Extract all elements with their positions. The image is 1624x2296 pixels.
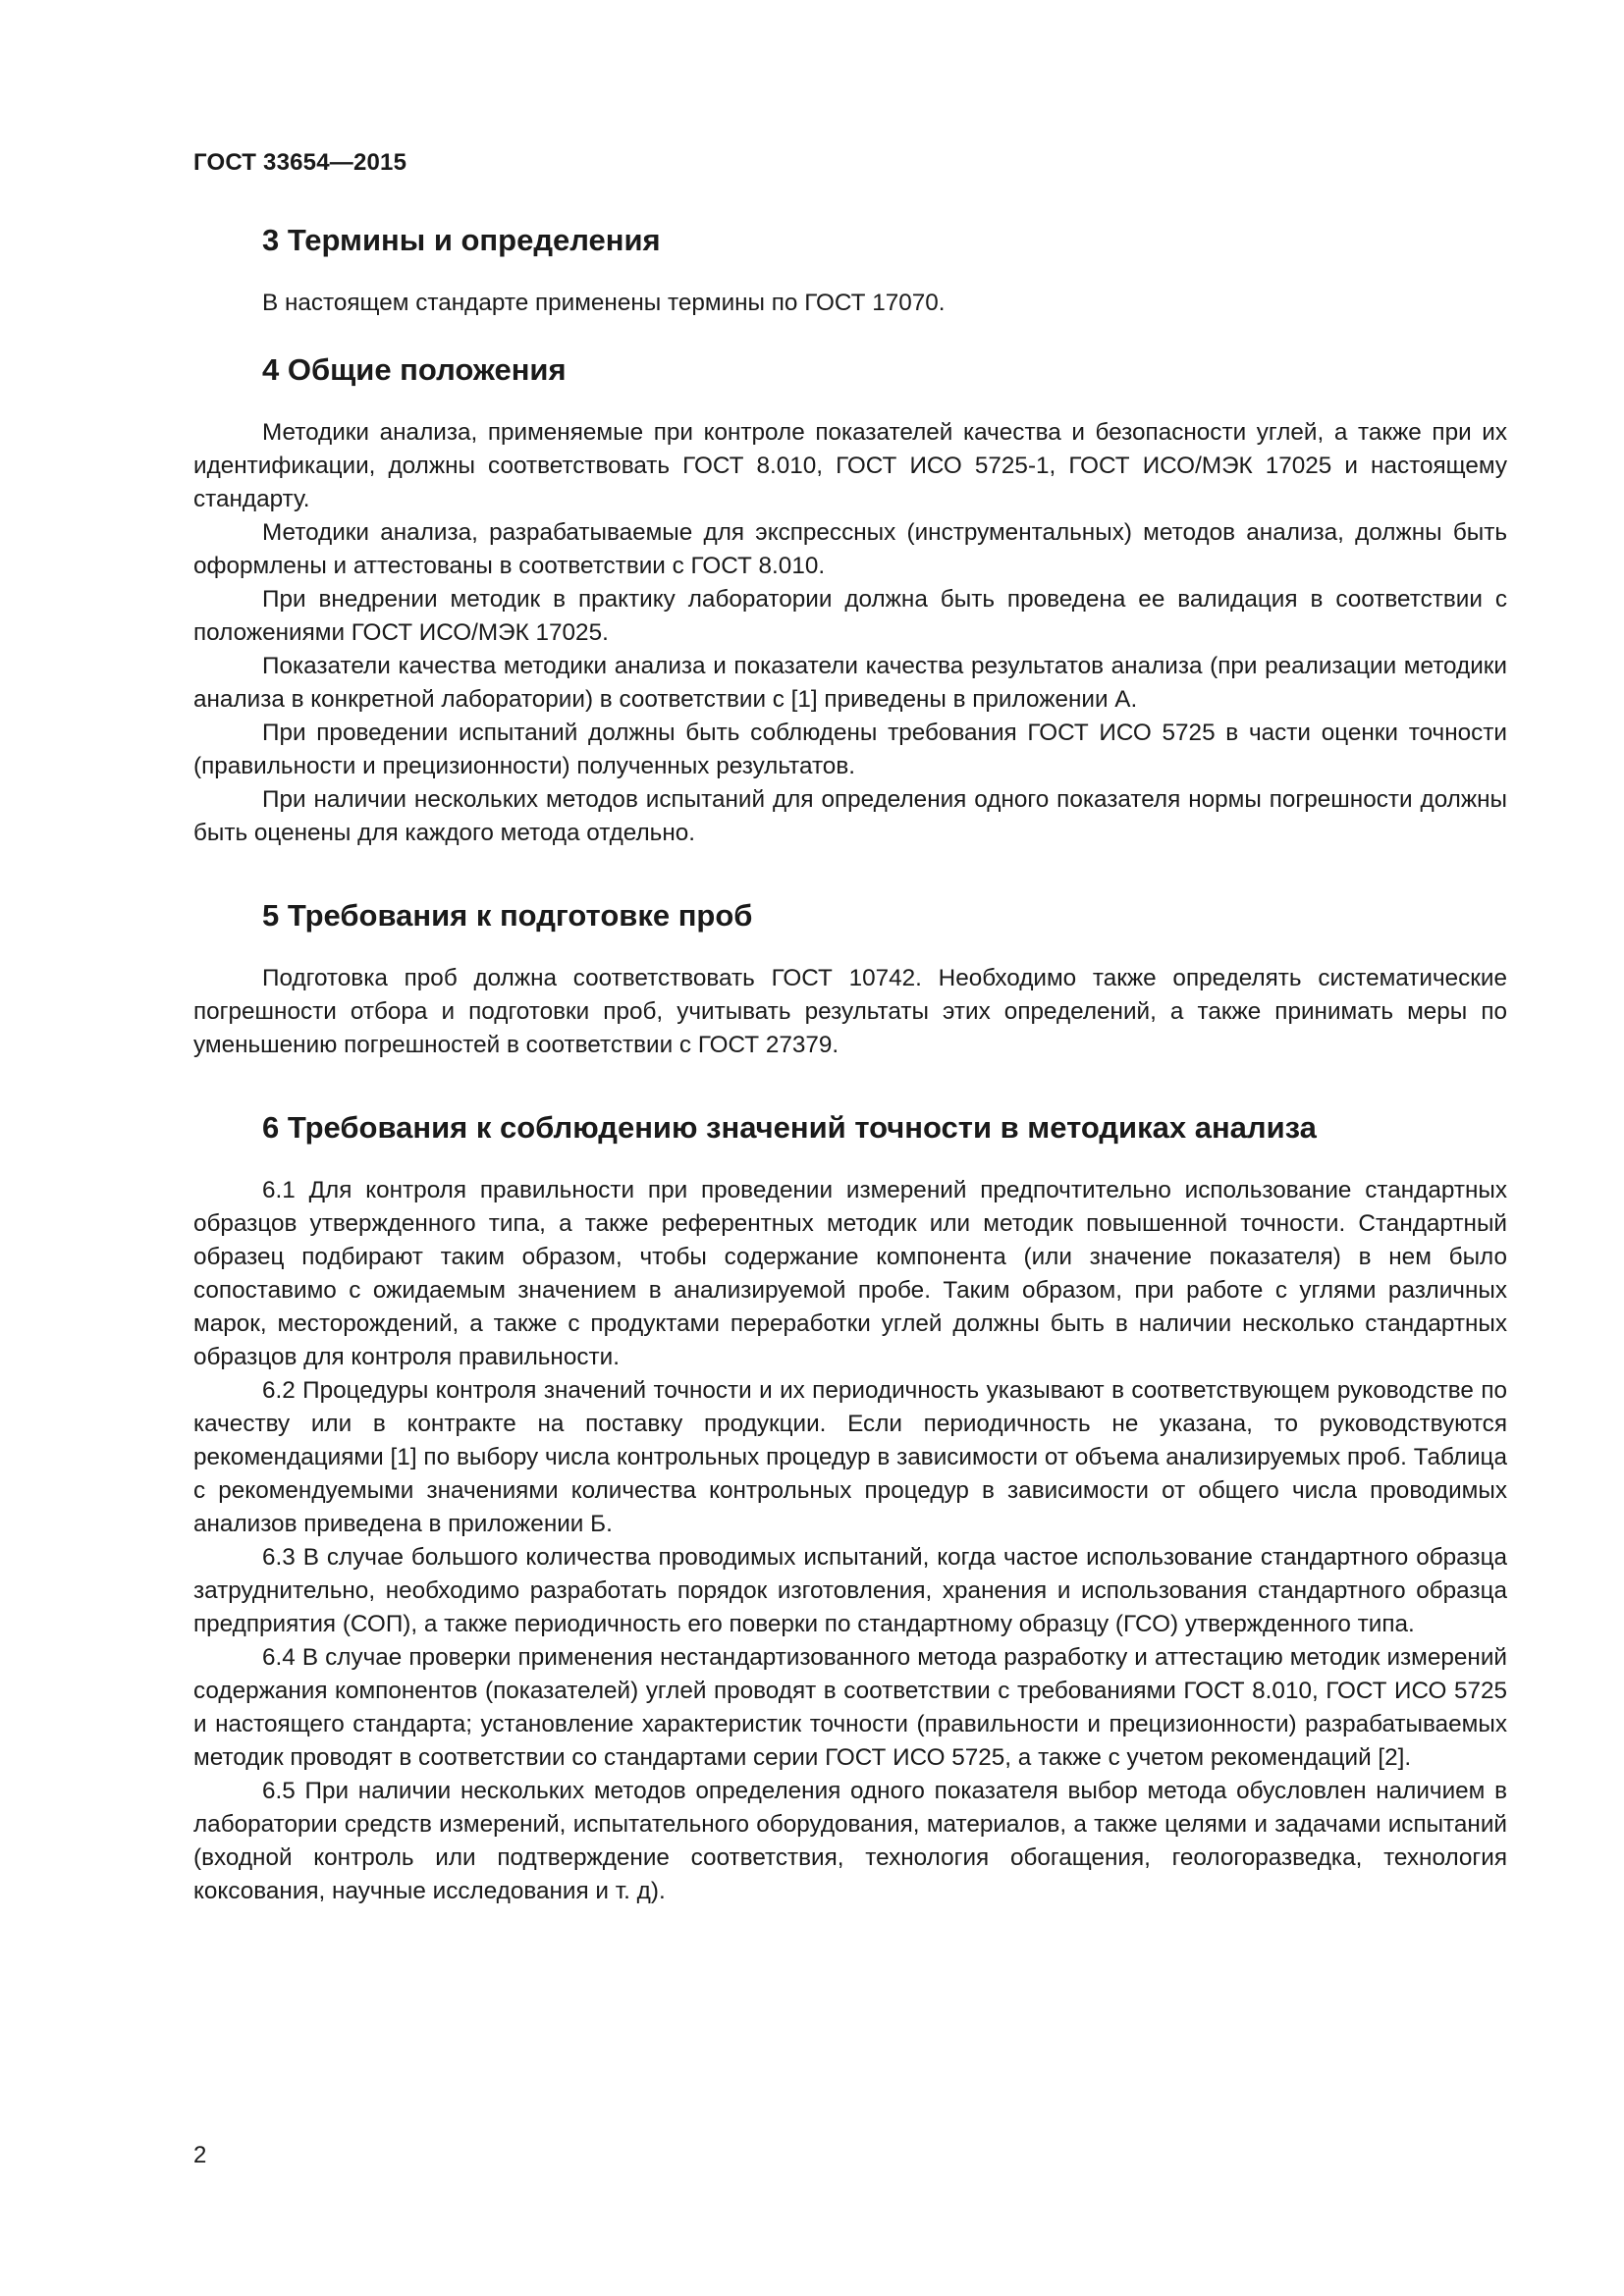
document-body — [193, 220, 1507, 1942]
section-6-title: 6 Требования к соблюдению значений точности в методиках анализа — [262, 1110, 1317, 1145]
section-3-title: 3 Термины и определения — [262, 223, 661, 257]
clause-6-1: 6.1 Для контроля правильности при проведении измерений предпочтительно использование стандартных образцов утвержденного типа, а также референтных методик или методик повышенной точности. Стандартный образец подбирают таким образом, чтобы содержание компонента (или значение показателя) в нем было сопоставимо с ожидаемым значением в анализируемой пробе. Таким образом, при работе с углями различных марок, месторождений, а также с продуктами переработки углей должны быть в наличии несколько стандартных образцов для контроля правильности. — [193, 1177, 1507, 1370]
section-4-paragraph: Методики анализа, применяемые при контроле показателей качества и безопасности углей, а также при их идентификации, должны соответствовать ГОСТ 8.010, ГОСТ ИСО 5725-1, ГОСТ ИСО/МЭК 17025 и настоящему стандарту. — [193, 419, 1507, 512]
clause-6-3: 6.3 В случае большого количества проводимых испытаний, когда частое использование стандартного образца затруднительно, необходимо разработать порядок изготовления, хранения и использования стандартного образца предприятия (СОП), а также периодичность его поверки по стандартному образцу (ГСО) утвержденного типа. — [193, 1544, 1507, 1637]
section-5-paragraph: Подготовка проб должна соответствовать ГОСТ 10742. Необходимо также определять систематические погрешности отбора и подготовки проб, учитывать результаты этих определений, а также принимать меры по уменьшению погрешностей в соответствии с ГОСТ 27379. — [193, 965, 1507, 1058]
section-5 — [193, 895, 1507, 1062]
section-4-paragraph: Методики анализа, разрабатываемые для экспрессных (инструментальных) методов анализа, должны быть оформлены и аттестованы в соответствии с ГОСТ 8.010. — [193, 519, 1507, 579]
document-id: ГОСТ 33654—2015 — [193, 149, 407, 176]
section-4-paragraph: При внедрении методик в практику лаборатории должна быть проведена ее валидация в соответствии с положениями ГОСТ ИСО/МЭК 17025. — [193, 586, 1507, 646]
section-4-paragraph: При проведении испытаний должны быть соблюдены требования ГОСТ ИСО 5725 в части оценки точности (правильности и прецизионности) полученных результатов. — [193, 720, 1507, 779]
section-4-title: 4 Общие положения — [262, 352, 567, 387]
section-5-title: 5 Требования к подготовке проб — [262, 898, 753, 933]
section-6 — [193, 1107, 1507, 1908]
section-4-paragraph: При наличии нескольких методов испытаний для определения одного показателя нормы погрешности должны быть оценены для каждого метода отдельно. — [193, 786, 1507, 846]
section-3 — [193, 220, 1507, 320]
page-number: 2 — [193, 2142, 207, 2168]
section-4-paragraph: Показатели качества методики анализа и показатели качества результатов анализа (при реализации методики анализа в конкретной лаборатории) в соответствии с [1] приведены в приложении А. — [193, 653, 1507, 713]
clause-6-4: 6.4 В случае проверки применения нестандартизованного метода разработку и аттестацию методик измерений содержания компонентов (показателей) углей проводят в соответствии с требованиями ГОСТ 8.010, ГОСТ ИСО 5725 и настоящего стандарта; установление характеристик точности (правильности и прецизионности) разрабатываемых методик проводят в соответствии со стандартами серии ГОСТ ИСО 5725, а также с учетом рекомендаций [2]. — [193, 1644, 1507, 1771]
clause-6-2: 6.2 Процедуры контроля значений точности и их периодичность указывают в соответствующем руководстве по качеству или в контракте на поставку продукции. Если периодичность не указана, то руководствуются рекомендациями [1] по выбору числа контрольных процедур в зависимости от объема анализируемых проб. Таблица с рекомендуемыми значениями количества контрольных процедур в зависимости от общего числа проводимых анализов приведена в приложении Б. — [193, 1377, 1507, 1537]
clause-6-5: 6.5 При наличии нескольких методов определения одного показателя выбор метода обусловлен наличием в лаборатории средств измерений, испытательного оборудования, материалов, а также целями и задачами испытаний (входной контроль или подтверждение соответствия, технология обогащения, геологоразведка, технология коксования, научные исследования и т. д). — [193, 1778, 1507, 1904]
section-3-paragraph: В настоящем стандарте применены термины по ГОСТ 17070. — [262, 290, 946, 316]
section-4 — [193, 349, 1507, 850]
